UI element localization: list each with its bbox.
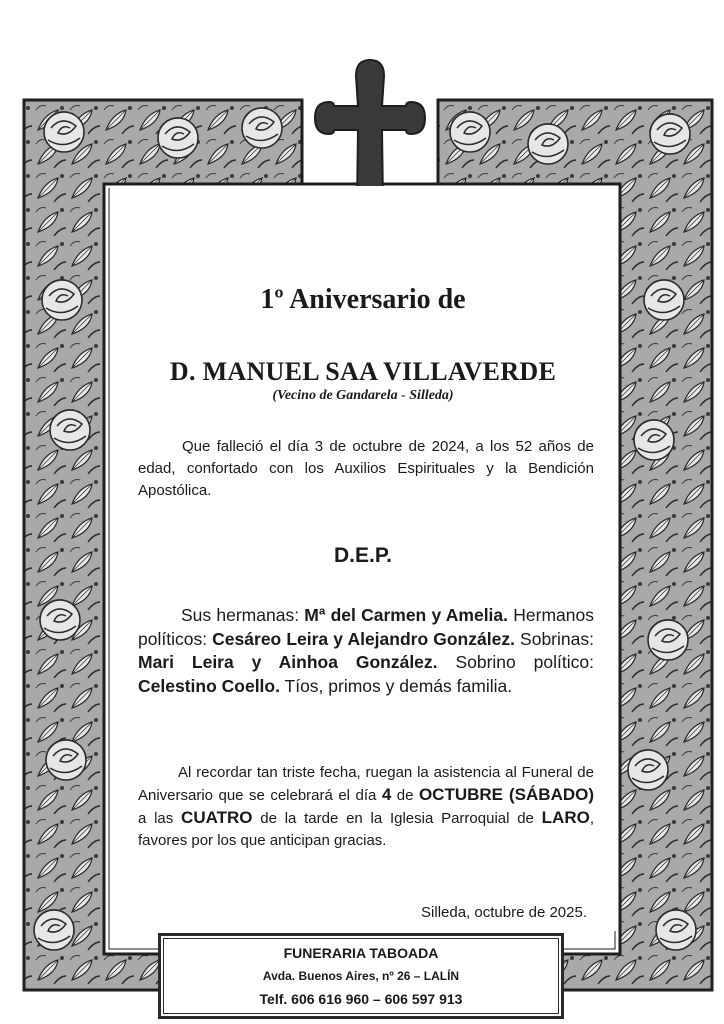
anniversary-heading: 1º Aniversario de xyxy=(260,284,466,315)
nephew-label: Sobrino político: xyxy=(455,652,594,672)
funeral-home-box xyxy=(158,933,564,1019)
inlaws-names: Cesáreo Leira y Alejandro González. xyxy=(212,628,515,649)
sisters-label: Sus hermanas: xyxy=(181,605,300,625)
nieces-names: Mari Leira y Ainhoa González. xyxy=(138,652,438,672)
funeral-intro: Al recordar tan triste fecha, ruegan la asistencia al Funeral de Aniversario que se celebrará el día xyxy=(138,764,594,804)
relatives-text: Tíos, primos y demás familia. xyxy=(284,675,513,696)
dep-text: D.E.P. xyxy=(334,544,392,567)
funeral-time-prefix: a las xyxy=(138,810,174,827)
funeral-home-phones: Telf. 606 616 960 – 606 597 913 xyxy=(259,991,463,1007)
funeral-de: de xyxy=(396,787,414,804)
deceased-name: D. MANUEL SAA VILLAVERDE xyxy=(169,357,557,386)
nephew-name: Celestino Coello. xyxy=(138,675,280,696)
place-date: Silleda, octubre de 2025. xyxy=(421,904,587,921)
funeral-location-prefix: de la tarde en la Iglesia Parroquial de xyxy=(260,810,534,827)
funeral-home-name: FUNERARIA TABOADA xyxy=(283,945,439,961)
funeral-home-address: Avda. Buenos Aires, nº 26 – LALÍN xyxy=(262,969,460,983)
funeral-paragraph xyxy=(138,762,594,852)
funeral-closing: , favores por los que anticipan gracias. xyxy=(138,810,595,849)
family-paragraph xyxy=(138,604,594,698)
sisters-names: Mª del Carmen y Amelia. xyxy=(304,605,509,625)
inlaws-label: Hermanos políticos: xyxy=(138,605,594,649)
nieces-label: Sobrinas: xyxy=(520,628,594,649)
deceased-origin: (Vecino de Gandarela - Silleda) xyxy=(272,388,454,403)
funeral-church: LARO xyxy=(541,808,590,827)
funeral-hour: CUATRO xyxy=(181,808,253,827)
funeral-month: OCTUBRE (SÁBADO) xyxy=(418,785,595,804)
funeral-day: 4 xyxy=(381,785,392,804)
death-paragraph: Que falleció el día 3 de octubre de 2024, a los 52 años de edad, confortado con los Auxilios Espirituales y la Bendición Apostólica. xyxy=(138,438,594,499)
